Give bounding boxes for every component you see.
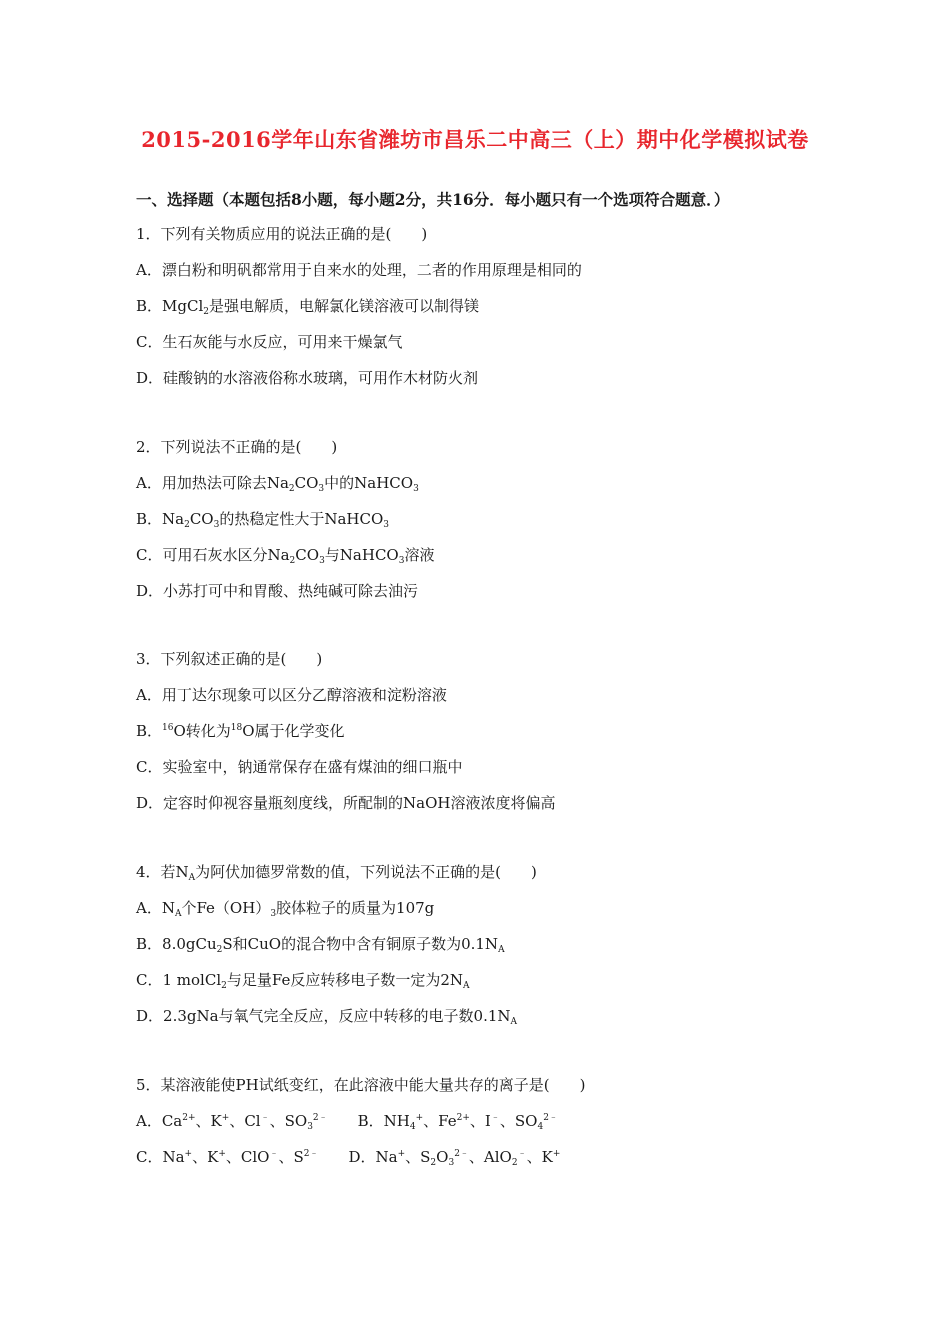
q2-option-d: D．小苏打可中和胃酸、热纯碱可除去油污 <box>136 582 419 600</box>
q4-option-b: B．8.0gCu$_2$S和CuO的混合物中含有铜原子数为$0.1N_A$ <box>136 935 505 955</box>
q4-option-a: A．$N_A$个$Fe(OH)_3$胶体粒子的质量为107g <box>136 899 435 919</box>
q5-option-c: C．Na+、K+、ClO﹣、$S^{2﹣}$ <box>136 1148 319 1166</box>
q5-options-ab <box>136 1111 558 1131</box>
q1-stem: 1．下列有关物质应用的说法正确的是( ) <box>136 225 428 243</box>
q1-option-a: A．漂白粉和明矾都常用于自来水的处理，二者的作用原理是相同的 <box>136 261 582 279</box>
q3-option-a: A．用丁达尔现象可以区分乙醇溶液和淀粉溶液 <box>136 686 447 704</box>
q2-option-c: C．可用石灰水区分$Na_2CO_3$与NaHCO$_3$溶液 <box>136 546 435 566</box>
q5-options-cd <box>136 1147 560 1167</box>
q4-option-d: D．2.3gNa与氧气完全反应，反应中转移的电子数$0.1N_A$ <box>136 1007 518 1027</box>
q4-stem: 4．若$N_A$为阿伏加德罗常数的值，下列说法不正确的是( ) <box>136 863 537 883</box>
q2-option-a: A．用加热法可除去$Na_2CO_3$中的NaHCO$_3$ <box>136 474 419 494</box>
q2-stem: 2．下列说法不正确的是( ) <box>136 438 338 456</box>
q2-option-b: B．$Na_2CO_3$的热稳定性大于NaHCO$_3$ <box>136 510 390 530</box>
q4-option-c: C．1 molCl$_2$与足量Fe反应转移电子数一定为$2N_A$ <box>136 971 470 991</box>
q3-option-b: B．$^{16}$O转化为$^{18}$O属于化学变化 <box>136 722 345 740</box>
q3-stem: 3．下列叙述正确的是( ) <box>136 650 323 668</box>
section-heading: 一、选择题（本题包括8小题，每小题2分，共16分．每小题只有一个选项符合题意．） <box>136 190 730 209</box>
q5-stem: 5．某溶液能使PH试纸变红，在此溶液中能大量共存的离子是( ) <box>136 1076 586 1094</box>
q3-option-c: C．实验室中，钠通常保存在盛有煤油的细口瓶中 <box>136 758 463 776</box>
q1-option-c: C．生石灰能与水反应，可用来干燥氯气 <box>136 333 403 351</box>
q1-option-d: D．硅酸钠的水溶液俗称水玻璃，可用作木材防火剂 <box>136 369 479 387</box>
page-title: 2015-2016学年山东省潍坊市昌乐二中高三（上）期中化学模拟试卷 <box>141 127 809 152</box>
q5-option-d: D．Na+、$S_2O_3^{2﹣}$、AlO$_2$﹣、K+ <box>348 1148 561 1168</box>
q1-option-b: B．MgCl$_2$是强电解质，电解氯化镁溶液可以制得镁 <box>136 297 480 317</box>
q5-option-b: B．$NH_4^+$、$Fe^{2+}$、I﹣、$SO_4^{2﹣}$ <box>357 1112 558 1132</box>
q3-option-d: D．定容时仰视容量瓶刻度线，所配制的NaOH溶液浓度将偏高 <box>136 794 556 812</box>
q5-option-a: A．$Ca^{2+}$、K+、Cl﹣、$SO_3^{2﹣}$ <box>136 1112 328 1132</box>
